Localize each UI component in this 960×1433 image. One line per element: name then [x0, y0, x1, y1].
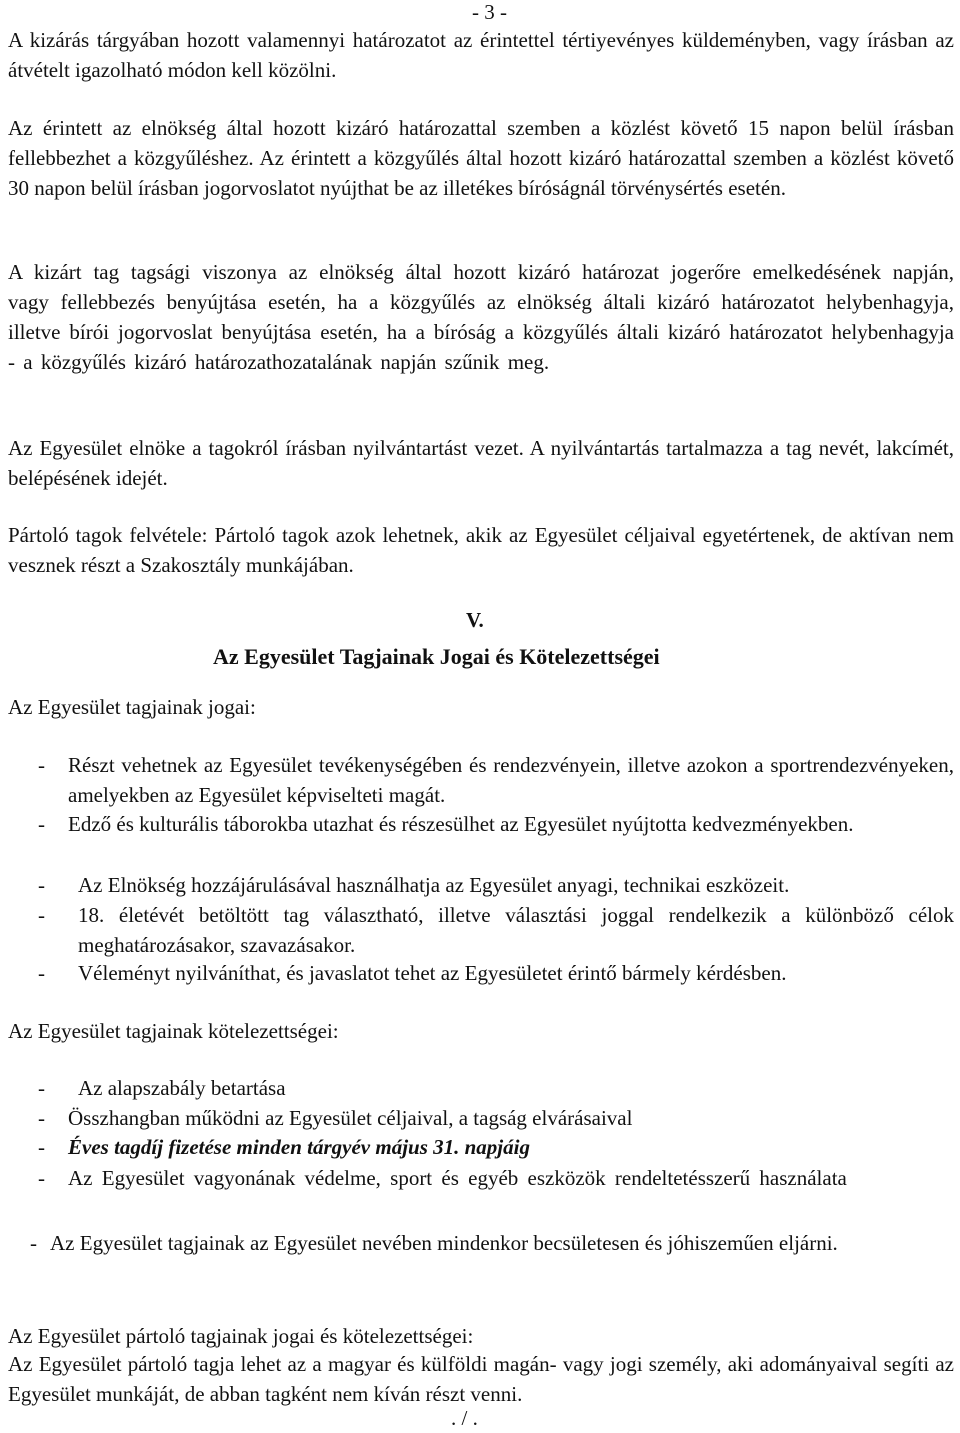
list-item	[38, 1163, 954, 1193]
list-dash: -	[38, 1106, 45, 1130]
list-item	[38, 1132, 954, 1162]
list-item	[38, 900, 954, 960]
list-item	[38, 750, 954, 810]
list-dash: -	[38, 812, 45, 836]
paragraph-membership-termination: A kizárt tag tagsági viszonya az elnökség által hozott kizáró határozat jogerőre emelkedésének napján, vagy fellebbezés benyújtása esetén, ha a közgyűlés az elnökség általi kizáró határozatot helybenhagyja, illetve bírói jogorvoslat benyújtása esetén, ha a bíróság a közgyűlés általi kizáró határozatot helybenhagyja - a közgyűlés kizáró határozathozatalának napján szűnik meg.	[8, 260, 954, 374]
rights-label: Az Egyesület tagjainak jogai:	[8, 695, 256, 719]
list-dash: -	[38, 1076, 45, 1100]
list-item-text: Az Elnökség hozzájárulásával használhatja az Egyesület anyagi, technikai eszközeit.	[78, 873, 790, 897]
paragraph-appeal: Az érintett az elnökség által hozott kizáró határozattal szemben a közlést követő 15 napon belül írásban fellebbezhet a közgyűléshez. Az érintett a közgyűlés által hozott kizáró határozattal szemben a közlést követő 30 napon belül írásban jogorvoslatot nyújthat be az illetékes bíróságnál törvénysértés esetén.	[8, 116, 954, 200]
list-item-text: Az alapszabály betartása	[78, 1076, 286, 1100]
list-dash: -	[38, 873, 45, 897]
paragraph-supporting-members: Pártoló tagok felvétele: Pártoló tagok azok lehetnek, akik az Egyesület céljaival egyetértenek, de aktívan nem vesznek részt a Szakosztály munkájában.	[8, 523, 954, 577]
section-number: V.	[466, 608, 484, 632]
list-item	[38, 870, 954, 900]
list-item-text: Véleményt nyilváníthat, és javaslatot tehet az Egyesületet érintő bármely kérdésben.	[78, 961, 787, 985]
list-dash: -	[38, 753, 45, 777]
list-item	[38, 1073, 954, 1103]
list-dash: -	[38, 961, 45, 985]
list-item	[38, 1103, 954, 1133]
list-item-text: Éves tagdíj fizetése minden tárgyév május 31. napjáig	[68, 1135, 530, 1159]
supporters-text: Az Egyesület pártoló tagja lehet az a magyar és külföldi magán- vagy jogi személy, aki adományaival segíti az Egyesület munkáját, de abban tagként nem kíván részt venni.	[8, 1352, 954, 1406]
list-item-text: Részt vehetnek az Egyesület tevékenységében és rendezvényein, illetve azokon a sportrendezvényeken, amelyekben az Egyesület képviselteti magát.	[68, 753, 954, 807]
list-item	[38, 809, 954, 839]
supporters-label: Az Egyesület pártoló tagjainak jogai és kötelezettségei:	[8, 1324, 474, 1348]
list-dash: -	[38, 903, 45, 927]
paragraph-exclusion-notice: A kizárás tárgyában hozott valamennyi határozatot az érintettel tértiyevényes küldeményben, vagy írásban az átvételt igazolható módon kell közölni.	[8, 28, 954, 82]
list-item-text: Az Egyesület tagjainak az Egyesület nevében mindenkor becsületesen és jóhiszeműen eljárni.	[50, 1231, 838, 1255]
list-dash: -	[38, 1166, 45, 1190]
paragraph-registry: Az Egyesület elnöke a tagokról írásban nyilvántartást vezet. A nyilvántartás tartalmazza a tag nevét, lakcímét, belépésének idejét.	[8, 436, 954, 490]
page-number: - 3 -	[472, 0, 507, 24]
list-dash: -	[30, 1231, 37, 1255]
list-item-text: Összhangban működni az Egyesület céljaival, a tagság elvárásaival	[68, 1106, 633, 1130]
list-item	[38, 958, 954, 988]
list-dash: -	[38, 1135, 45, 1159]
obligations-label: Az Egyesület tagjainak kötelezettségei:	[8, 1019, 339, 1043]
list-item-text: 18. életévét betöltött tag választható, illetve választási joggal rendelkezik a különböző célok meghatározásakor, szavazásakor.	[78, 903, 954, 957]
list-item-text: Edző és kulturális táborokba utazhat és részesülhet az Egyesület nyújtotta kedvezményekben.	[68, 812, 854, 836]
continuation-mark: . / .	[451, 1406, 478, 1430]
list-item	[30, 1228, 954, 1258]
list-item-text: Az Egyesület vagyonának védelme, sport és egyéb eszközök rendeltetésszerű használata	[68, 1166, 847, 1190]
section-title: Az Egyesület Tagjainak Jogai és Kötelezettségei	[213, 644, 660, 669]
